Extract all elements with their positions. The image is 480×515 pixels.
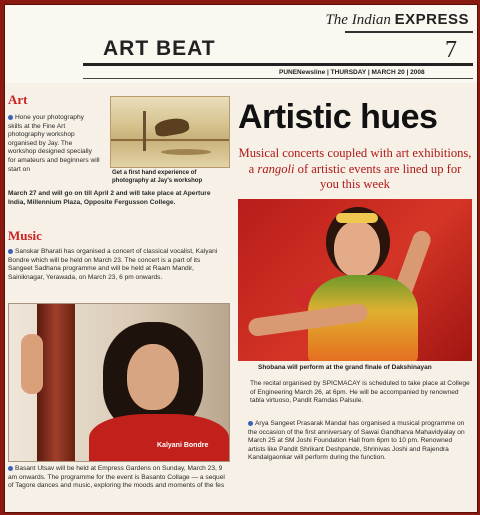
page-number: 7 — [445, 37, 457, 63]
photo-face — [127, 344, 179, 410]
bullet-icon — [8, 115, 13, 120]
masthead-prefix: The Indian — [325, 12, 391, 28]
shobana-photo — [238, 199, 472, 361]
bullet-icon — [8, 249, 13, 254]
music-heading: Music — [8, 228, 42, 243]
music-text-body: Sanskar Bharati has organised a concert of classical vocalist, Kalyani Bondre which will be held on March 23. The concert is a part of its Sangeet Sadhana programme and will be held at Raam Mandir, Sainiknagar, Yerawada, on March 23, 6 pm onwards. — [8, 248, 218, 281]
shobana-photo-caption: Shobana will perform at the grand finale of Dakshinayan — [258, 364, 432, 371]
arya-sangeet-body: Arya Sangeet Prasarak Mandal has organised a musical programme on the occasion of the first anniversary of Sawai Gandharva Mahavidyalay on March 25 at SM Joshi Foundation Hall from 6pm to 10 pm. Renowned artists like Pandit Shrikant Deshpande, Shrinivas Joshi and Rajendra Kandalgaonkar will perform during the function. — [248, 420, 465, 462]
kalyani-photo-caption: Kalyani Bondre — [157, 442, 209, 449]
basant-utsav-body: Basant Utsav will be held at Empress Gardens on Sunday, March 23, 9 am onwards. The programme for the event is Basanto Collage — a sequel of Tagore dances and music, exploring the moods and moments of the fes — [8, 465, 225, 490]
art-heading: Art — [8, 92, 28, 107]
feature-deck — [238, 146, 472, 193]
photo-hand — [21, 334, 43, 394]
basant-utsav-text — [8, 465, 228, 491]
workshop-photo-caption: Get a first hand experience of photography at Jay's workshop — [112, 170, 203, 184]
photo-saree — [89, 414, 229, 462]
header-rule-thin — [83, 78, 473, 79]
masthead — [325, 11, 469, 29]
photo-shadow — [161, 149, 211, 155]
masthead-rule — [345, 31, 473, 33]
art-text-1: Hone your photography skills at the Fine Art photography workshop organised by Jay. The workshop designed specially for amateurs and beginners will start on — [8, 114, 100, 173]
photo-horizon — [111, 139, 229, 141]
feature-title: Artistic hues — [238, 98, 438, 136]
music-text — [8, 248, 226, 282]
dateline: PUNENewsline | THURSDAY | MARCH 20 | 2008 — [279, 69, 425, 76]
art-text-2: March 27 and will go on till April 2 and will take place at Aperture India, Millennium Plaza, Opposite Fergusson College. — [8, 190, 211, 206]
header-rule — [83, 63, 473, 66]
section-title: ART BEAT — [103, 37, 216, 60]
photo-headpiece — [336, 213, 378, 223]
art-text — [8, 114, 100, 174]
arya-sangeet-text — [248, 420, 470, 463]
photo-face — [334, 221, 380, 277]
masthead-brand: EXPRESS — [394, 11, 469, 28]
spicmacay-text: The recital organised by SPICMACAY is scheduled to take place at College of Engineering March 26, at 6pm. He will be accompanied by renowned tabla virtuoso, Pandit Ramdas Palsule. — [250, 380, 470, 405]
deck-part-2: of artistic events are lined up for you this week — [294, 161, 462, 191]
bullet-icon — [8, 466, 13, 471]
workshop-photo — [110, 96, 230, 168]
deck-italic: rangoli — [257, 161, 295, 176]
bullet-icon — [248, 421, 253, 426]
deck-part-1: Musical concerts coupled with art exhibitions, a — [238, 146, 472, 176]
photo-post — [143, 111, 146, 151]
kalyani-photo — [8, 303, 230, 462]
photo-figure — [154, 116, 190, 138]
